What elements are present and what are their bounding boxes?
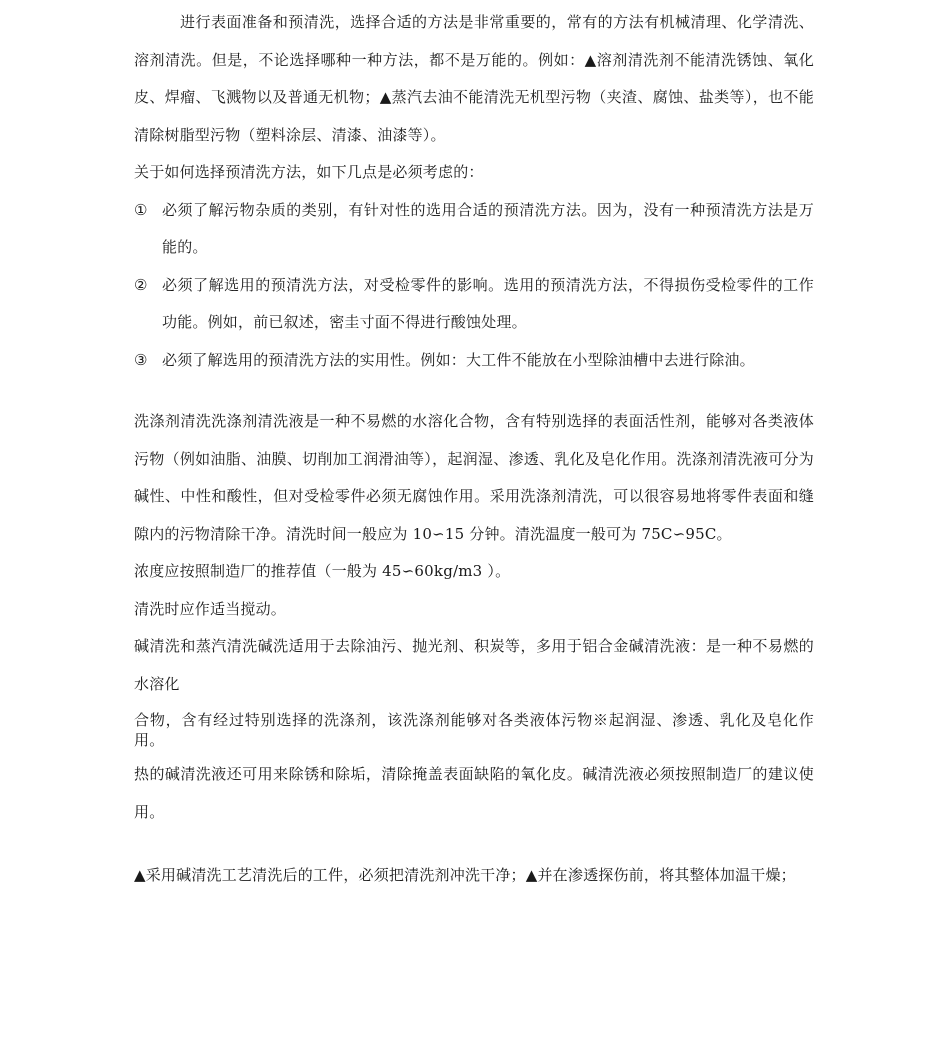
list-item-text: 必须了解污物杂质的类别，有针对性的选用合适的预清洗方法。因为，没有一种预清洗方法是万能的。 bbox=[162, 200, 814, 256]
list-item-2 bbox=[134, 267, 814, 342]
compound-paragraph: 合物，含有经过特别选择的洗涤剂，该洗涤剂能够对各类液体污物※起润湿、渗透、乳化及皂化作用。 bbox=[134, 711, 814, 749]
detergent-cleaning-paragraph: 洗涤剂清洗洗涤剂清洗液是一种不易燃的水溶化合物，含有特别选择的表面活性剂，能够对各类液体污物（例如油脂、油膜、切削加工润滑油等），起润湿、渗透、乳化及皂化作用。洗涤剂清洗液可分为碱性、中性和酸性，但对受检零件必须无腐蚀作用。采用洗涤剂清洗，可以很容易地将零件表面和缝隙内的污物清除干净。清洗时间一般应为 10∽15 分钟。清洗温度一般可为 75C∽95C。 bbox=[134, 412, 814, 543]
concentration-paragraph: 浓度应按照制造厂的推荐值（一般为 45∽60kg/m3 ）。 bbox=[134, 562, 511, 580]
list-item-text: 必须了解选用的预清洗方法的实用性。例如：大工件不能放在小型除油槽中去进行除油。 bbox=[162, 350, 755, 369]
intro-paragraph: 进行表面准备和预清洗，选择合适的方法是非常重要的，常有的方法有机械清理、化学清洗、溶剂清洗。但是，不论选择哪种一种方法，都不是万能的。例如：▲溶剂清洗剂不能清洗锈蚀、氧化皮、焊瘤、飞溅物以及普通无机物；▲蒸汽去油不能清洗无机型污物（夹渣、腐蚀、盐类等），也不能清除树脂型污物（塑料涂层、清漆、油漆等）。 bbox=[134, 13, 814, 144]
list-item-text: 必须了解选用的预清洗方法，对受检零件的影响。选用的预清洗方法，不得损伤受检零件的工作功能。例如，前已叙述，密圭寸面不得进行酸蚀处理。 bbox=[162, 275, 814, 331]
document-page bbox=[134, 4, 814, 895]
hot-alkaline-paragraph: 热的碱清洗液还可用来除锈和除垢，清除掩盖表面缺陷的氧化皮。碱清洗液必须按照制造厂的建议使用。 bbox=[134, 765, 814, 821]
list-item-3 bbox=[134, 342, 814, 380]
section-gap bbox=[134, 831, 814, 857]
rinse-dry-paragraph: ▲采用碱清洗工艺清洗后的工件，必须把清洗剂冲洗干净；▲并在渗透探伤前，将其整体加温干燥； bbox=[134, 866, 796, 884]
list-item-number: ② bbox=[134, 275, 148, 294]
lead-paragraph: 关于如何选择预清洗方法，如下几点是必须考虑的： bbox=[134, 163, 484, 181]
section-gap bbox=[134, 379, 814, 403]
alkaline-cleaning-paragraph: 碱清洗和蒸汽清洗碱洗适用于去除油污、抛光剂、积炭等，多用于铝合金碱清洗液：是一种不易燃的水溶化 bbox=[134, 637, 814, 693]
agitation-paragraph: 清洗时应作适当搅动。 bbox=[134, 599, 287, 618]
list-item-number: ③ bbox=[134, 350, 148, 369]
list-item-1 bbox=[134, 192, 814, 267]
list-item-number: ① bbox=[134, 200, 148, 219]
